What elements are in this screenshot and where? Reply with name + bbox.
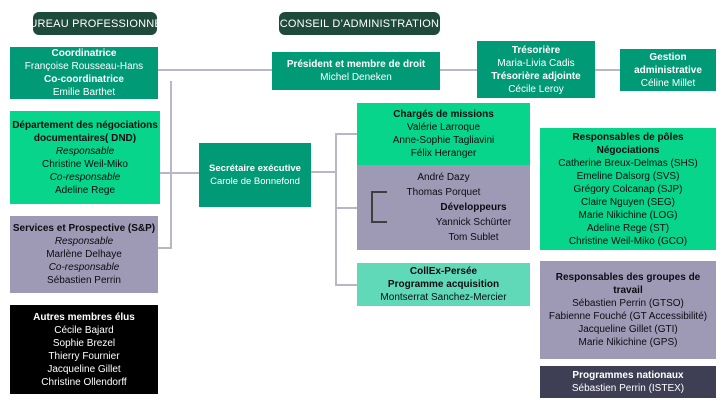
person-name: Christine Weil-Miko (GCO) bbox=[568, 235, 688, 247]
person-name: Adeline Rege (ST) bbox=[586, 222, 670, 234]
person-name: Emilie Barthet bbox=[52, 87, 116, 98]
connector-secretaire-trunk bbox=[311, 171, 337, 173]
node-responsables-groupes-travail bbox=[540, 261, 716, 359]
role-label: Co-responsable bbox=[49, 171, 121, 183]
group-title: Autres membres élus bbox=[33, 311, 135, 323]
role-title: Gestion administrative bbox=[634, 51, 702, 76]
node-president bbox=[272, 52, 440, 90]
connector-dnd-secretaire bbox=[155, 172, 200, 174]
person-name: Michel Deneken bbox=[320, 72, 392, 83]
node-programmes-nationaux bbox=[540, 366, 716, 398]
person-name: Marie Nikichine (GPS) bbox=[578, 337, 678, 348]
role-title: Secrétaire exécutive bbox=[209, 163, 301, 174]
node-secretaire-executive bbox=[199, 143, 311, 207]
department-title: Département des négociations documentaires( DND) bbox=[12, 119, 158, 144]
node-coordinatrice bbox=[10, 47, 158, 99]
person-name: Valérie Larroque bbox=[406, 122, 481, 133]
node-tresoriere bbox=[477, 41, 595, 98]
header-bureau-professionnel bbox=[21, 12, 169, 35]
role-title: Président et membre de droit bbox=[286, 59, 426, 70]
person-name: Félix Heranger bbox=[410, 148, 477, 159]
role-label: Co-responsable bbox=[48, 262, 120, 273]
node-responsables-poles bbox=[540, 128, 716, 250]
group-title: Développeurs bbox=[440, 202, 507, 213]
connector-left-trunk bbox=[170, 81, 172, 249]
person-name: Thierry Fournier bbox=[48, 350, 120, 362]
group-title: Responsables des groupes de travail bbox=[555, 272, 701, 296]
developpeurs-section bbox=[357, 165, 530, 250]
person-name: Sébastien Perrin (GTSO) bbox=[572, 298, 684, 309]
person-name: Carole de Bonnefond bbox=[210, 176, 300, 187]
department-title: Services et Prospective (S&P) bbox=[12, 223, 156, 234]
person-name: Françoise Rousseau-Hans bbox=[24, 61, 144, 72]
header-conseil-administration bbox=[279, 12, 440, 35]
person-name: Yannick Schürter bbox=[435, 217, 512, 228]
role-label: Responsable bbox=[54, 236, 114, 247]
connector-trunk-developpeurs bbox=[335, 207, 357, 209]
person-name: Maria-Livia Cadis bbox=[497, 57, 575, 69]
group-title: Chargés de missions bbox=[393, 109, 494, 120]
person-name: Catherine Breux-Delmas (SHS) bbox=[558, 157, 698, 169]
person-name: Tom Sublet bbox=[448, 232, 499, 243]
person-name: Sophie Brezel bbox=[52, 337, 116, 349]
connector-coordinatrice-president bbox=[158, 69, 272, 71]
person-name: Grégory Colcanap (SJP) bbox=[573, 183, 683, 195]
person-name: Montserrat Sanchez-Mercier bbox=[380, 292, 507, 303]
person-name: Cécile Leroy bbox=[508, 83, 564, 95]
person-name: Jacqueline Gillet (GTI) bbox=[578, 324, 678, 335]
program-subtitle: Programme acquisition bbox=[387, 279, 500, 290]
connector-trunk-charges bbox=[335, 133, 357, 135]
header-conseil-label: CONSEIL D’ADMINISTRATION bbox=[279, 17, 440, 30]
person-name: Jacqueline Gillet bbox=[47, 363, 121, 375]
connector-trunk-collex bbox=[335, 284, 357, 286]
person-name: Anne-Sophie Tagliavini bbox=[392, 135, 495, 146]
header-bureau-label: BUREAU PROFESSIONNEL bbox=[21, 17, 169, 30]
person-name: Christine Weil-Miko bbox=[42, 158, 128, 170]
role-title: Trésorière bbox=[511, 44, 561, 56]
role-title: Coordinatrice bbox=[51, 48, 117, 59]
bracket-developpeurs-bottom bbox=[371, 221, 387, 223]
connector-right-trunk bbox=[335, 133, 337, 286]
bracket-developpeurs-top bbox=[371, 191, 387, 193]
group-title: Responsables de pôles Négociations bbox=[572, 131, 684, 156]
node-collex-persee bbox=[357, 263, 530, 306]
person-name: Marlène Delhaye bbox=[46, 249, 122, 260]
role-title: Trésorière adjointe bbox=[491, 70, 581, 82]
person-name: Cécile Bajard bbox=[54, 324, 114, 336]
node-services-prospective bbox=[10, 216, 158, 293]
person-name: Claire Nguyen (SEG) bbox=[581, 196, 675, 208]
bracket-developpeurs-vertical bbox=[371, 191, 373, 223]
group-title: Programmes nationaux bbox=[572, 370, 684, 381]
person-name: Céline Millet bbox=[640, 77, 696, 89]
person-name: André Dazy bbox=[417, 172, 470, 183]
person-name: Marie Nikichine (LOG) bbox=[578, 209, 678, 221]
node-dnd bbox=[10, 111, 160, 204]
connector-president-tresoriere bbox=[440, 69, 477, 71]
connector-tresoriere-gestion bbox=[595, 69, 620, 71]
person-name: Thomas Porquet bbox=[406, 187, 481, 198]
role-label: Responsable bbox=[55, 145, 115, 157]
node-gestion-administrative bbox=[620, 49, 716, 91]
program-title: CollEx-Persée bbox=[409, 266, 478, 277]
person-name: Sébastien Perrin bbox=[47, 275, 121, 286]
person-name: Adeline Rege bbox=[54, 184, 116, 196]
role-title: Co-coordinatrice bbox=[43, 74, 124, 85]
person-name: Emeline Dalsorg (SVS) bbox=[576, 170, 680, 182]
person-name: Fabienne Fouché (GT Accessibilité) bbox=[548, 311, 708, 322]
node-autres-membres-elus bbox=[10, 305, 158, 394]
person-name: Sébastien Perrin (ISTEX) bbox=[571, 383, 685, 394]
person-name: Christine Ollendorff bbox=[41, 376, 127, 388]
charges-missions-section bbox=[357, 103, 530, 165]
node-charges-de-missions bbox=[357, 103, 530, 250]
